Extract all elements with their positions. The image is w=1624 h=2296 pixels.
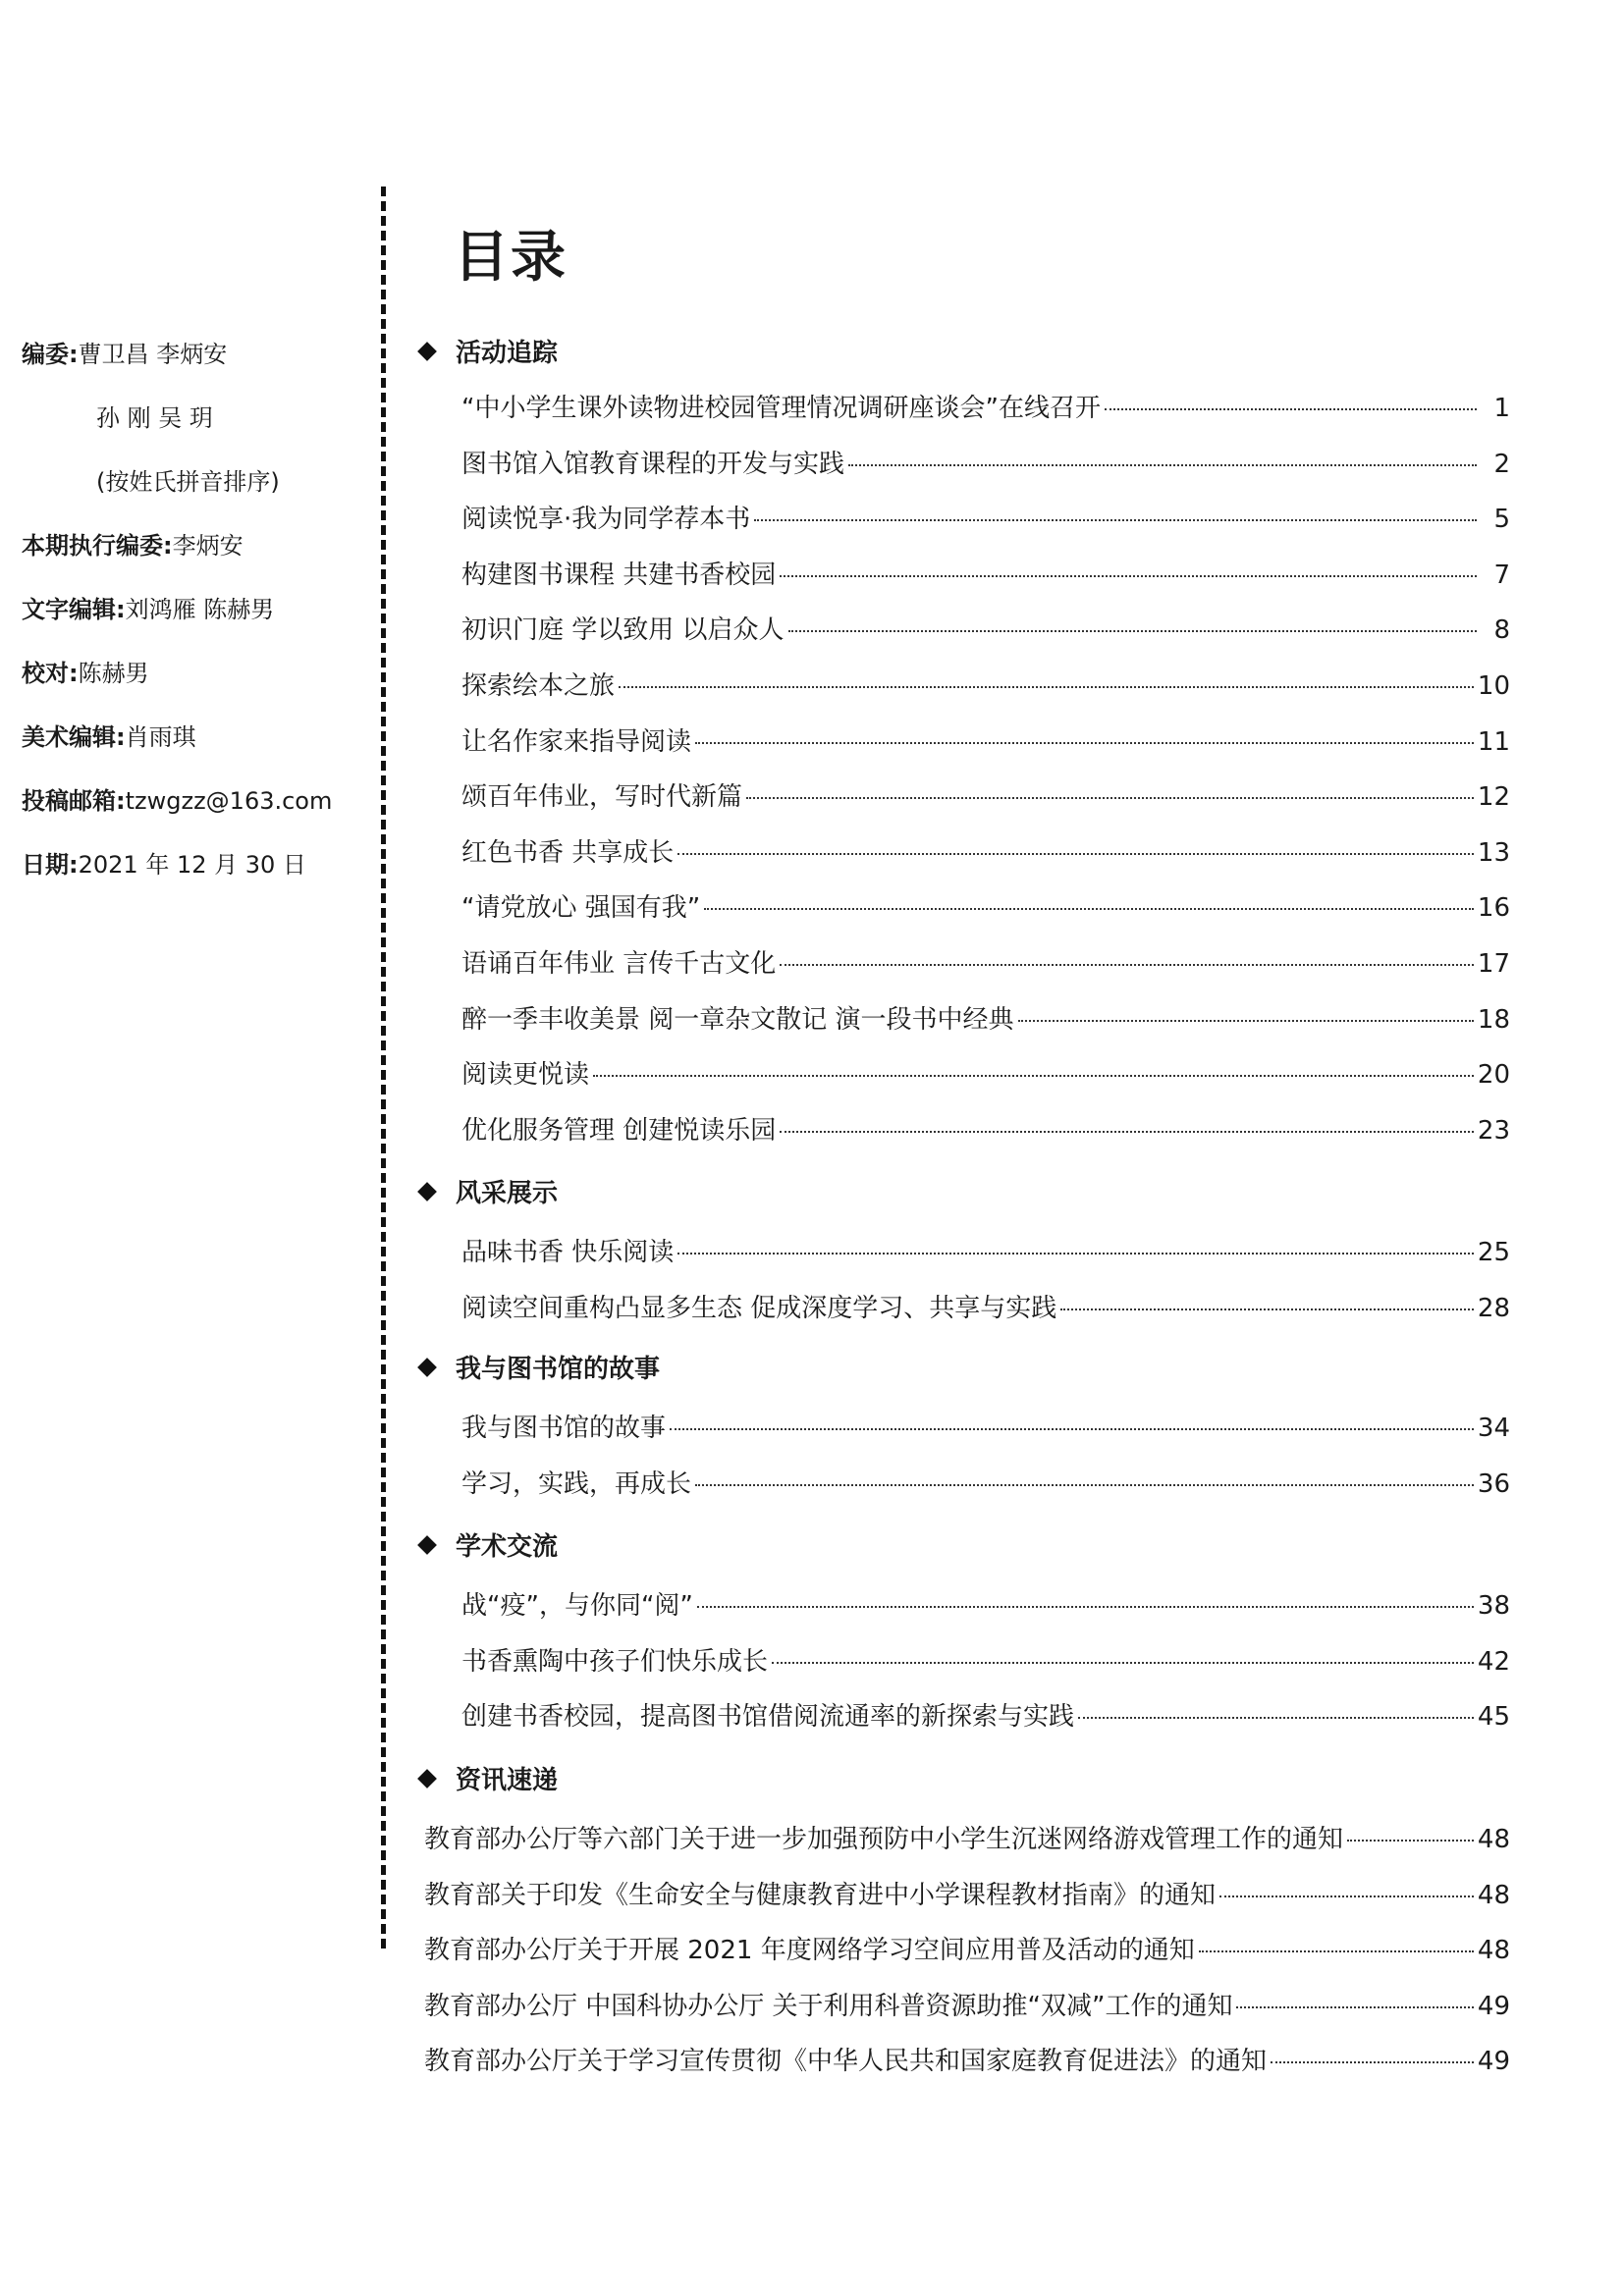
toc-entry-title: 红色书香 共享成长 — [461, 837, 675, 868]
leader-dots — [697, 1606, 1474, 1608]
toc-entry-title: 教育部办公厅 中国科协办公厅 关于利用科普资源助推“双减”工作的通知 — [424, 1991, 1233, 2021]
toc-entry[interactable] — [461, 779, 1510, 815]
section-heading — [420, 1529, 558, 1565]
toc-page-number: 45 — [1477, 1702, 1510, 1733]
toc-entry[interactable] — [461, 502, 1510, 537]
page-title: 目录 — [454, 226, 568, 290]
toc-page-number: 10 — [1477, 671, 1510, 701]
toc-entry[interactable] — [461, 1588, 1510, 1624]
toc-entry[interactable] — [461, 1235, 1510, 1270]
toc-entry[interactable] — [461, 391, 1510, 426]
section-title: 学术交流 — [456, 1532, 559, 1562]
leader-dots — [780, 575, 1477, 577]
toc-page-number: 13 — [1477, 837, 1510, 868]
leader-dots — [1347, 1840, 1474, 1842]
toc-page-number: 18 — [1477, 1004, 1510, 1035]
toc-page-number: 7 — [1493, 560, 1510, 590]
diamond-bullet-icon — [417, 1769, 437, 1789]
toc-entry[interactable] — [424, 1989, 1510, 2024]
toc-entry-title: 教育部办公厅等六部门关于进一步加强预防中小学生沉迷网络游戏管理工作的通知 — [424, 1825, 1344, 1854]
masthead-label: 日期: — [22, 851, 79, 879]
leader-dots — [1105, 408, 1477, 410]
toc-entry-title: 学习，实践，再成长 — [461, 1468, 692, 1499]
toc-page-number: 28 — [1477, 1293, 1510, 1323]
toc-entry-title: 让名作家来指导阅读 — [461, 726, 692, 757]
leader-dots — [1236, 2006, 1473, 2008]
toc-page-number: 34 — [1477, 1414, 1510, 1443]
section-heading — [420, 1352, 660, 1387]
diamond-bullet-icon — [417, 342, 437, 361]
toc-page-number: 20 — [1477, 1060, 1510, 1091]
toc-entry[interactable] — [424, 1933, 1510, 1968]
toc-entry[interactable] — [461, 1699, 1510, 1735]
masthead-label: 编委: — [22, 341, 79, 368]
toc-page-number: 49 — [1477, 2047, 1510, 2077]
toc-entry[interactable] — [461, 1411, 1510, 1446]
toc-page-number: 2 — [1493, 449, 1510, 479]
section-heading — [420, 336, 558, 371]
toc-page-number: 12 — [1477, 782, 1510, 813]
toc-entry[interactable] — [461, 1057, 1510, 1093]
leader-dots — [746, 797, 1474, 799]
toc-page-number: 23 — [1477, 1115, 1510, 1146]
masthead-label: 美术编辑: — [22, 723, 126, 751]
toc-page-number: 48 — [1477, 1825, 1510, 1854]
leader-dots — [704, 908, 1474, 910]
diamond-bullet-icon — [417, 1535, 437, 1555]
toc-entry[interactable] — [461, 1002, 1510, 1038]
toc-entry-title: 教育部关于印发《生命安全与健康教育进中小学课程教材指南》的通知 — [424, 1880, 1217, 1910]
toc-entry-title: “中小学生课外读物进校园管理情况调研座谈会”在线召开 — [461, 394, 1101, 423]
leader-dots — [1271, 2061, 1474, 2063]
toc-entry[interactable] — [461, 1113, 1510, 1148]
leader-dots — [780, 1131, 1474, 1133]
toc-page-number: 48 — [1477, 1880, 1510, 1910]
toc-entry[interactable] — [461, 668, 1510, 704]
toc-entry[interactable] — [461, 613, 1510, 648]
masthead-value: 曹卫昌 李炳安 — [78, 341, 228, 368]
section-heading — [420, 1176, 558, 1211]
toc-entry[interactable] — [424, 2044, 1510, 2079]
toc-entry[interactable] — [424, 1878, 1510, 1913]
leader-dots — [772, 1662, 1474, 1664]
toc-page-number: 11 — [1477, 726, 1510, 757]
toc-page-number: 8 — [1493, 615, 1510, 646]
leader-dots — [788, 630, 1477, 632]
toc-entry-title: 阅读悦享·我为同学荐本书 — [461, 505, 751, 535]
leader-dots — [848, 464, 1477, 466]
leader-dots — [1199, 1950, 1474, 1952]
diamond-bullet-icon — [417, 1182, 437, 1201]
masthead-value: 李炳安 — [172, 532, 244, 560]
toc-page-number: 16 — [1477, 893, 1510, 924]
masthead-value: 孙 刚 吴 玥 — [96, 404, 213, 432]
section-heading — [420, 1763, 558, 1798]
toc-page-number: 48 — [1477, 1936, 1510, 1966]
toc-page-number: 49 — [1477, 1991, 1510, 2021]
toc-page-number: 17 — [1477, 949, 1510, 979]
masthead-value: tzwgzz@163.com — [125, 787, 333, 815]
toc-entry-title: 初识门庭 学以致用 以启众人 — [461, 615, 785, 646]
toc-entry-title: 构建图书课程 共建书香校园 — [461, 560, 777, 590]
toc-page-number: 38 — [1477, 1591, 1510, 1621]
leader-dots — [754, 519, 1477, 521]
section-title: 活动追踪 — [456, 339, 559, 368]
toc-entry[interactable] — [461, 558, 1510, 593]
leader-dots — [593, 1075, 1474, 1077]
toc-entry-title: “请党放心 强国有我” — [461, 893, 701, 924]
toc-entry-title: 阅读空间重构凸显多生态 促成深度学习、共享与实践 — [461, 1293, 1057, 1323]
leader-dots — [780, 964, 1474, 966]
toc-entry-title: 战“疫”，与你同“阅” — [461, 1591, 693, 1621]
leader-dots — [670, 1428, 1474, 1430]
leader-dots — [1018, 1020, 1474, 1022]
masthead-value: (按姓氏拼音排序) — [96, 468, 280, 496]
toc-entry[interactable] — [461, 946, 1510, 982]
section-title: 资讯速递 — [456, 1766, 559, 1795]
leader-dots — [695, 742, 1474, 744]
masthead-label: 校对: — [22, 660, 79, 687]
section-title: 我与图书馆的故事 — [456, 1355, 661, 1384]
toc-page-number: 5 — [1493, 505, 1510, 535]
toc-entry[interactable] — [461, 724, 1510, 760]
toc-entry[interactable] — [461, 890, 1510, 926]
section-title: 风采展示 — [456, 1179, 559, 1208]
toc-entry[interactable] — [461, 835, 1510, 871]
leader-dots — [619, 686, 1474, 688]
leader-dots — [1219, 1896, 1474, 1897]
toc-page-number: 1 — [1493, 394, 1510, 423]
masthead-value: 肖雨琪 — [125, 723, 196, 751]
toc-entry[interactable] — [461, 1467, 1510, 1502]
diamond-bullet-icon — [417, 1358, 437, 1377]
toc-entry[interactable] — [461, 1291, 1510, 1326]
leader-dots — [1078, 1717, 1474, 1719]
toc-entry-title: 书香熏陶中孩子们快乐成长 — [461, 1646, 769, 1677]
toc-entry[interactable] — [424, 1822, 1510, 1857]
toc-entry[interactable] — [461, 1644, 1510, 1680]
toc-page-number: 36 — [1477, 1468, 1510, 1499]
toc-entry-title: 我与图书馆的故事 — [461, 1414, 667, 1443]
toc-entry-title: 醉一季丰收美景 阅一章杂文散记 演一段书中经典 — [461, 1004, 1014, 1035]
toc-entry-title: 品味书香 快乐阅读 — [461, 1238, 675, 1267]
masthead-label: 文字编辑: — [22, 596, 126, 623]
toc-entry-title: 教育部办公厅关于学习宣传贯彻《中华人民共和国家庭教育促进法》的通知 — [424, 2047, 1268, 2077]
leader-dots — [677, 1253, 1474, 1255]
toc-entry-title: 图书馆入馆教育课程的开发与实践 — [461, 449, 845, 479]
toc-entry-title: 阅读更悦读 — [461, 1060, 590, 1091]
leader-dots — [1060, 1308, 1474, 1310]
toc-entry-title: 教育部办公厅关于开展 2021 年度网络学习空间应用普及活动的通知 — [424, 1936, 1195, 1966]
masthead-label: 本期执行编委: — [22, 532, 173, 560]
masthead-value: 刘鸿雁 陈赫男 — [125, 596, 275, 623]
toc-entry-title: 探索绘本之旅 — [461, 671, 616, 701]
leader-dots — [695, 1484, 1474, 1486]
masthead-label: 投稿邮箱: — [22, 787, 126, 815]
masthead-value: 2021 年 12 月 30 日 — [78, 851, 306, 879]
leader-dots — [677, 853, 1474, 855]
toc-entry-title: 语诵百年伟业 言传千古文化 — [461, 949, 777, 979]
masthead-value: 陈赫男 — [78, 660, 149, 687]
toc-page-number: 25 — [1477, 1238, 1510, 1267]
toc-page-number: 42 — [1477, 1646, 1510, 1677]
toc-entry-title: 颂百年伟业，写时代新篇 — [461, 782, 743, 813]
toc-entry-title: 优化服务管理 创建悦读乐园 — [461, 1115, 777, 1146]
toc-entry[interactable] — [461, 447, 1510, 482]
toc-entry-title: 创建书香校园，提高图书馆借阅流通率的新探索与实践 — [461, 1702, 1075, 1733]
